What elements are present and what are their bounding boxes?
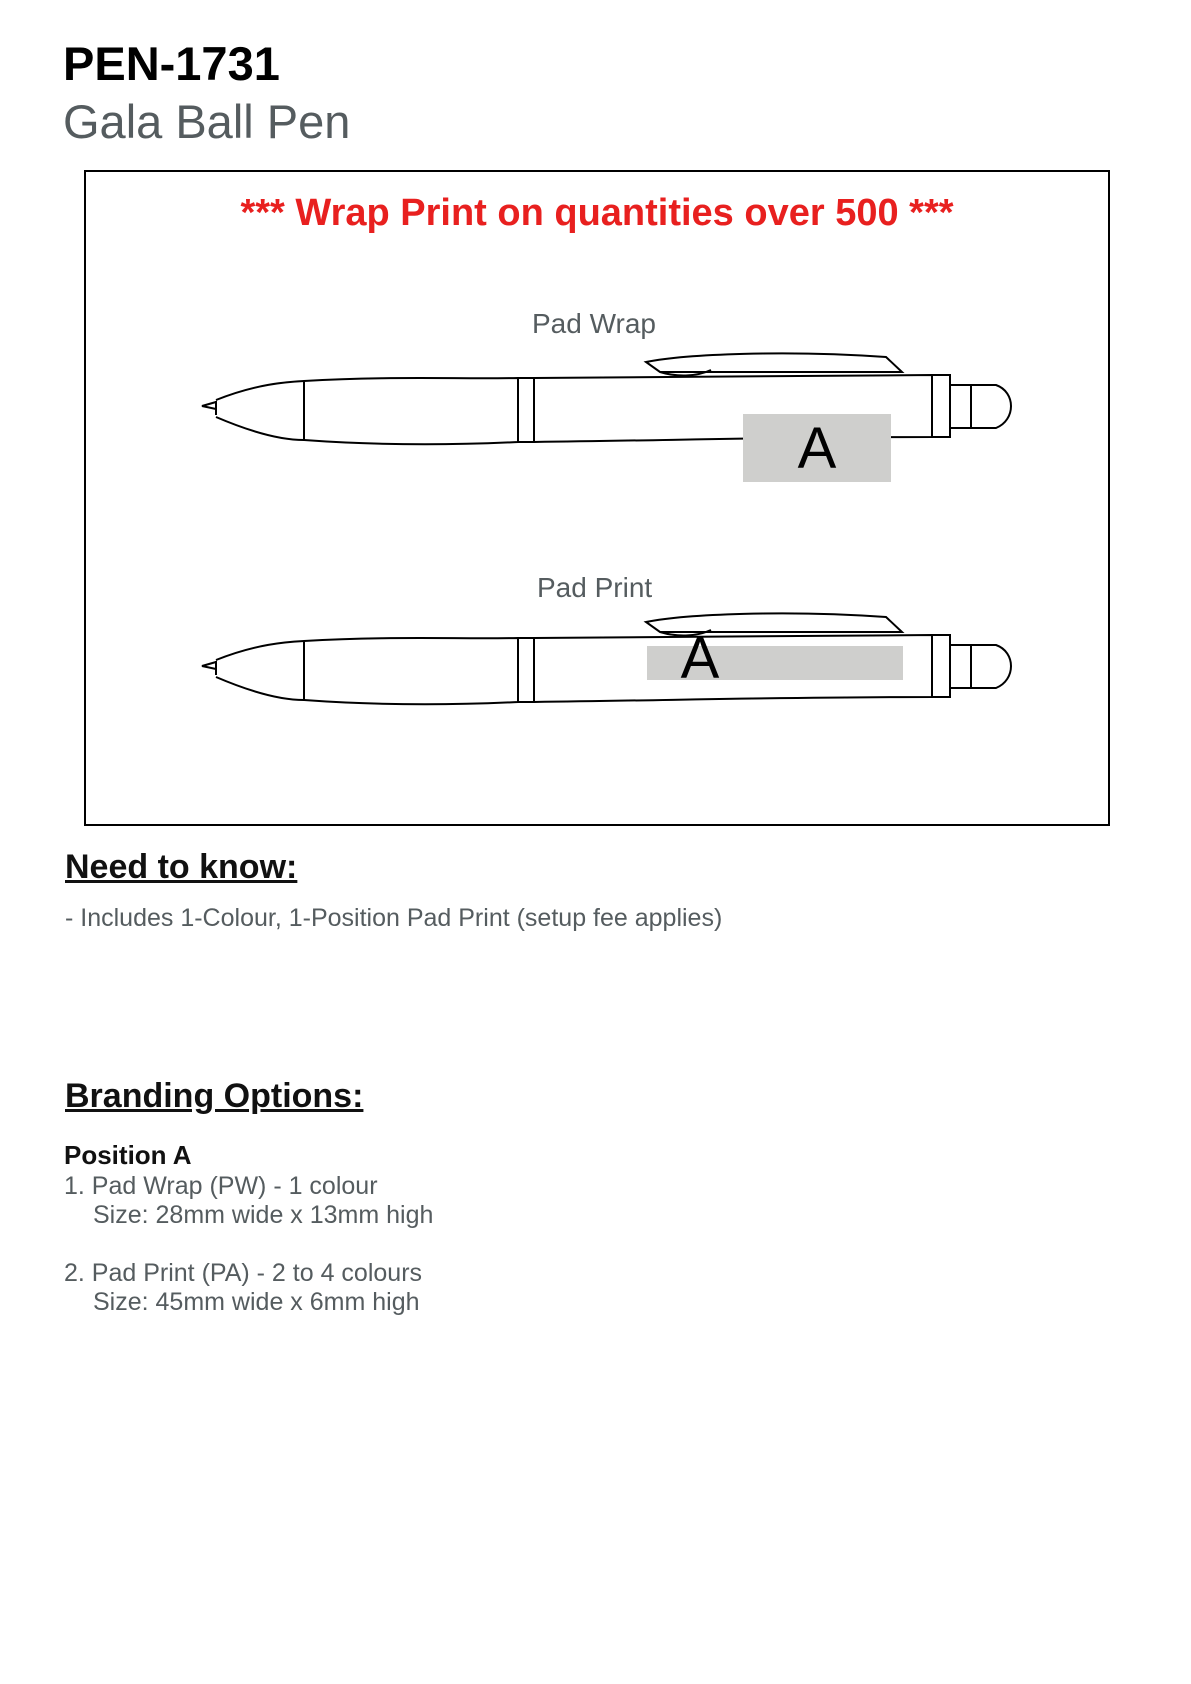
need-to-know-heading: Need to know: xyxy=(65,848,298,886)
print-area-a-pad-print xyxy=(647,626,903,691)
pen-label-pad-wrap: Pad Wrap xyxy=(532,308,656,339)
product-name: Gala Ball Pen xyxy=(63,95,351,148)
wrap-print-notice: *** Wrap Print on quantities over 500 *** xyxy=(240,192,954,234)
pen-outline-pad-print xyxy=(86,172,1112,828)
branding-option-1 xyxy=(64,1172,433,1230)
need-to-know-item: - Includes 1-Colour, 1-Position Pad Print (setup fee applies) xyxy=(65,904,723,932)
branding-option-1-size: Size: 28mm wide x 13mm high xyxy=(93,1201,434,1229)
print-area-a-pad-print-mark: A xyxy=(680,626,720,691)
branding-option-2-line: 2. Pad Print (PA) - 2 to 4 colours xyxy=(64,1259,423,1287)
branding-options-heading: Branding Options: xyxy=(65,1077,364,1115)
product-code: PEN-1731 xyxy=(63,37,280,90)
branding-option-1-line: 1. Pad Wrap (PW) - 1 colour xyxy=(64,1172,378,1200)
branding-option-2-size: Size: 45mm wide x 6mm high xyxy=(93,1288,420,1316)
position-a-title: Position A xyxy=(64,1140,192,1170)
branding-option-2 xyxy=(64,1259,422,1317)
branding-diagram-panel xyxy=(84,170,1110,826)
pen-label-pad-print: Pad Print xyxy=(537,572,653,603)
print-area-a-pad-wrap: A xyxy=(743,414,891,482)
